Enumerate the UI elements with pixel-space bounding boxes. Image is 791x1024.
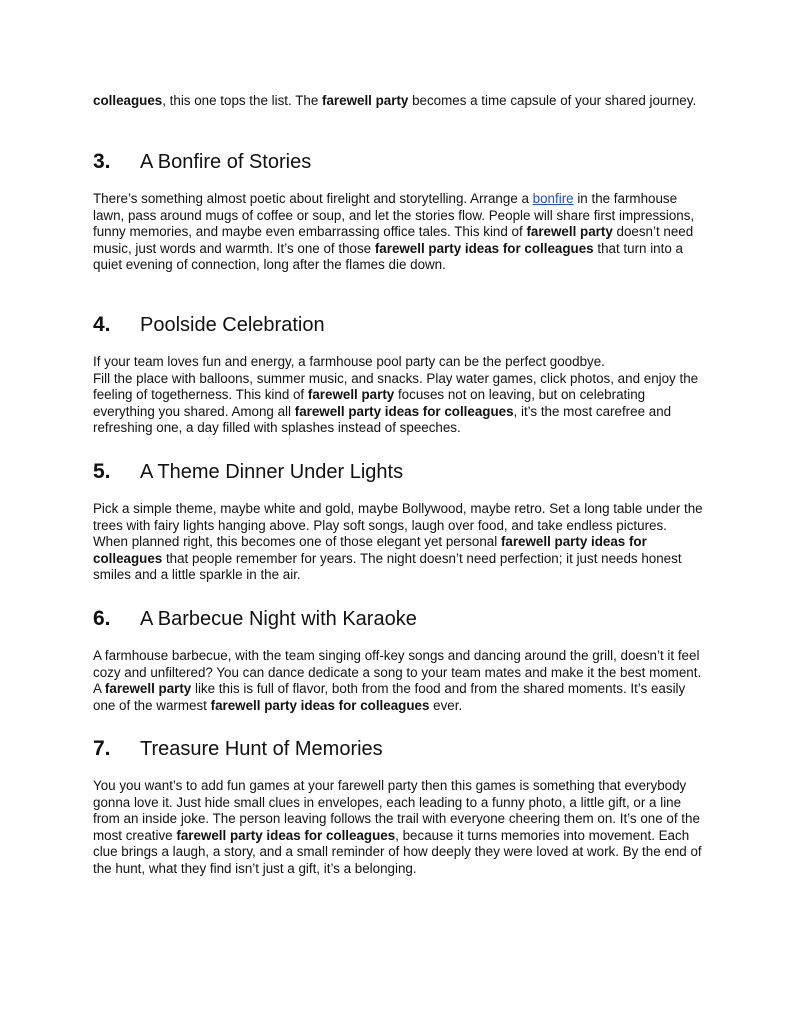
text-run: ever. — [429, 697, 463, 713]
text-run: , because it turns memories into movement. Each clue brings a laugh, a story, and a small reminder of how deeply they were loved at work. By the end of the hunt, what they find isn’t just a gift, it’s a belonging. — [93, 827, 702, 876]
bold-phrase: farewell party ideas for colleagues — [176, 827, 396, 843]
intro-paragraph — [93, 93, 705, 110]
text-run: like this is full of flavor, both from the food and from the shared moments. It’s easily one of the warmest — [93, 681, 686, 713]
bold-phrase: colleagues — [93, 93, 163, 108]
section-title: Poolside Celebration — [140, 314, 325, 336]
text-run: Pick a simple theme, maybe white and gold, maybe Bollywood, maybe retro. Set a long table under the trees with fairy lights hanging above. Play soft songs, laugh over food, and take endless pictures. When planned right, this becomes one of those elegant yet personal — [93, 501, 703, 550]
text-run: that turn into a quiet evening of connection, long after the flames die down. — [93, 240, 683, 273]
text-run: becomes a time capsule of your shared journey. — [408, 93, 697, 108]
section-title: Treasure Hunt of Memories — [140, 738, 383, 760]
bold-phrase: farewell party ideas for colleagues — [374, 240, 594, 256]
bonfire-link[interactable]: bonfire — [532, 191, 574, 206]
text-run: A farmhouse barbecue, with the team singing off-key songs and dancing around the grill, doesn’t it feel cozy and unfiltered? You can dance dedicate a song to your team mates and make it the best moment. A — [93, 648, 702, 697]
bold-phrase: farewell party — [526, 224, 613, 240]
section-heading-6 — [93, 607, 417, 635]
section-paragraph-5 — [93, 501, 705, 584]
section-paragraph-6 — [93, 648, 705, 714]
text-run: that people remember for years. The night doesn’t need perfection; it just needs honest smiles and a little sparkle in the air. — [93, 550, 682, 583]
section-title: A Barbecue Night with Karaoke — [140, 608, 417, 630]
bold-phrase: farewell party ideas for colleagues — [294, 403, 514, 419]
bold-phrase: farewell party — [104, 681, 192, 697]
section-number: 4. — [93, 313, 111, 336]
section-heading-4 — [93, 313, 325, 341]
bold-phrase: farewell party — [322, 93, 409, 108]
section-heading-7 — [93, 737, 383, 765]
section-paragraph-3 — [93, 191, 705, 274]
text-run: Fill the place with balloons, summer music, and snacks. Play water games, click photos, and enjoy the feeling of togetherness. This kind of — [93, 370, 699, 403]
text-run: , this one tops the list. The — [162, 93, 323, 108]
text-run: focuses not on leaving, but on celebrating everything you shared. Among all — [93, 387, 646, 419]
bold-phrase: farewell party — [307, 387, 395, 403]
section-heading-5 — [93, 460, 403, 488]
section-paragraph-4 — [93, 354, 705, 437]
text-run: If your team loves fun and energy, a farmhouse pool party can be the perfect goodbye. — [93, 354, 605, 369]
section-title: A Bonfire of Stories — [140, 151, 312, 173]
bold-phrase: farewell party ideas for colleagues — [210, 697, 430, 713]
bold-phrase: farewell party ideas for colleagues — [93, 534, 647, 566]
section-number: 7. — [93, 737, 111, 760]
section-number: 5. — [93, 460, 111, 483]
text-run: doesn’t need music, just words and warmth. It’s one of those — [93, 224, 694, 256]
section-number: 3. — [93, 150, 111, 173]
text-run: in the farmhouse lawn, pass around mugs of coffee or soup, and let the stories flow. People will share first impressions, funny memories, and maybe even embarrassing office tales. This kind of — [93, 191, 695, 240]
section-paragraph-7 — [93, 778, 705, 878]
section-title: A Theme Dinner Under Lights — [140, 461, 404, 483]
section-number: 6. — [93, 607, 111, 630]
text-run: There’s something almost poetic about firelight and storytelling. Arrange a — [93, 191, 533, 206]
text-run: , it’s the most carefree and refreshing one, a day filled with splashes instead of speeches. — [93, 403, 672, 436]
section-heading-3 — [93, 150, 311, 178]
text-run: You you want’s to add fun games at your farewell party then this games is something that everybody gonna love it. Just hide small clues in envelopes, each leading to a funny photo, a little gift, or a line from an inside joke. The person leaving follows the trail with everyone cheering them on. It’s one of the most creative — [93, 778, 700, 843]
